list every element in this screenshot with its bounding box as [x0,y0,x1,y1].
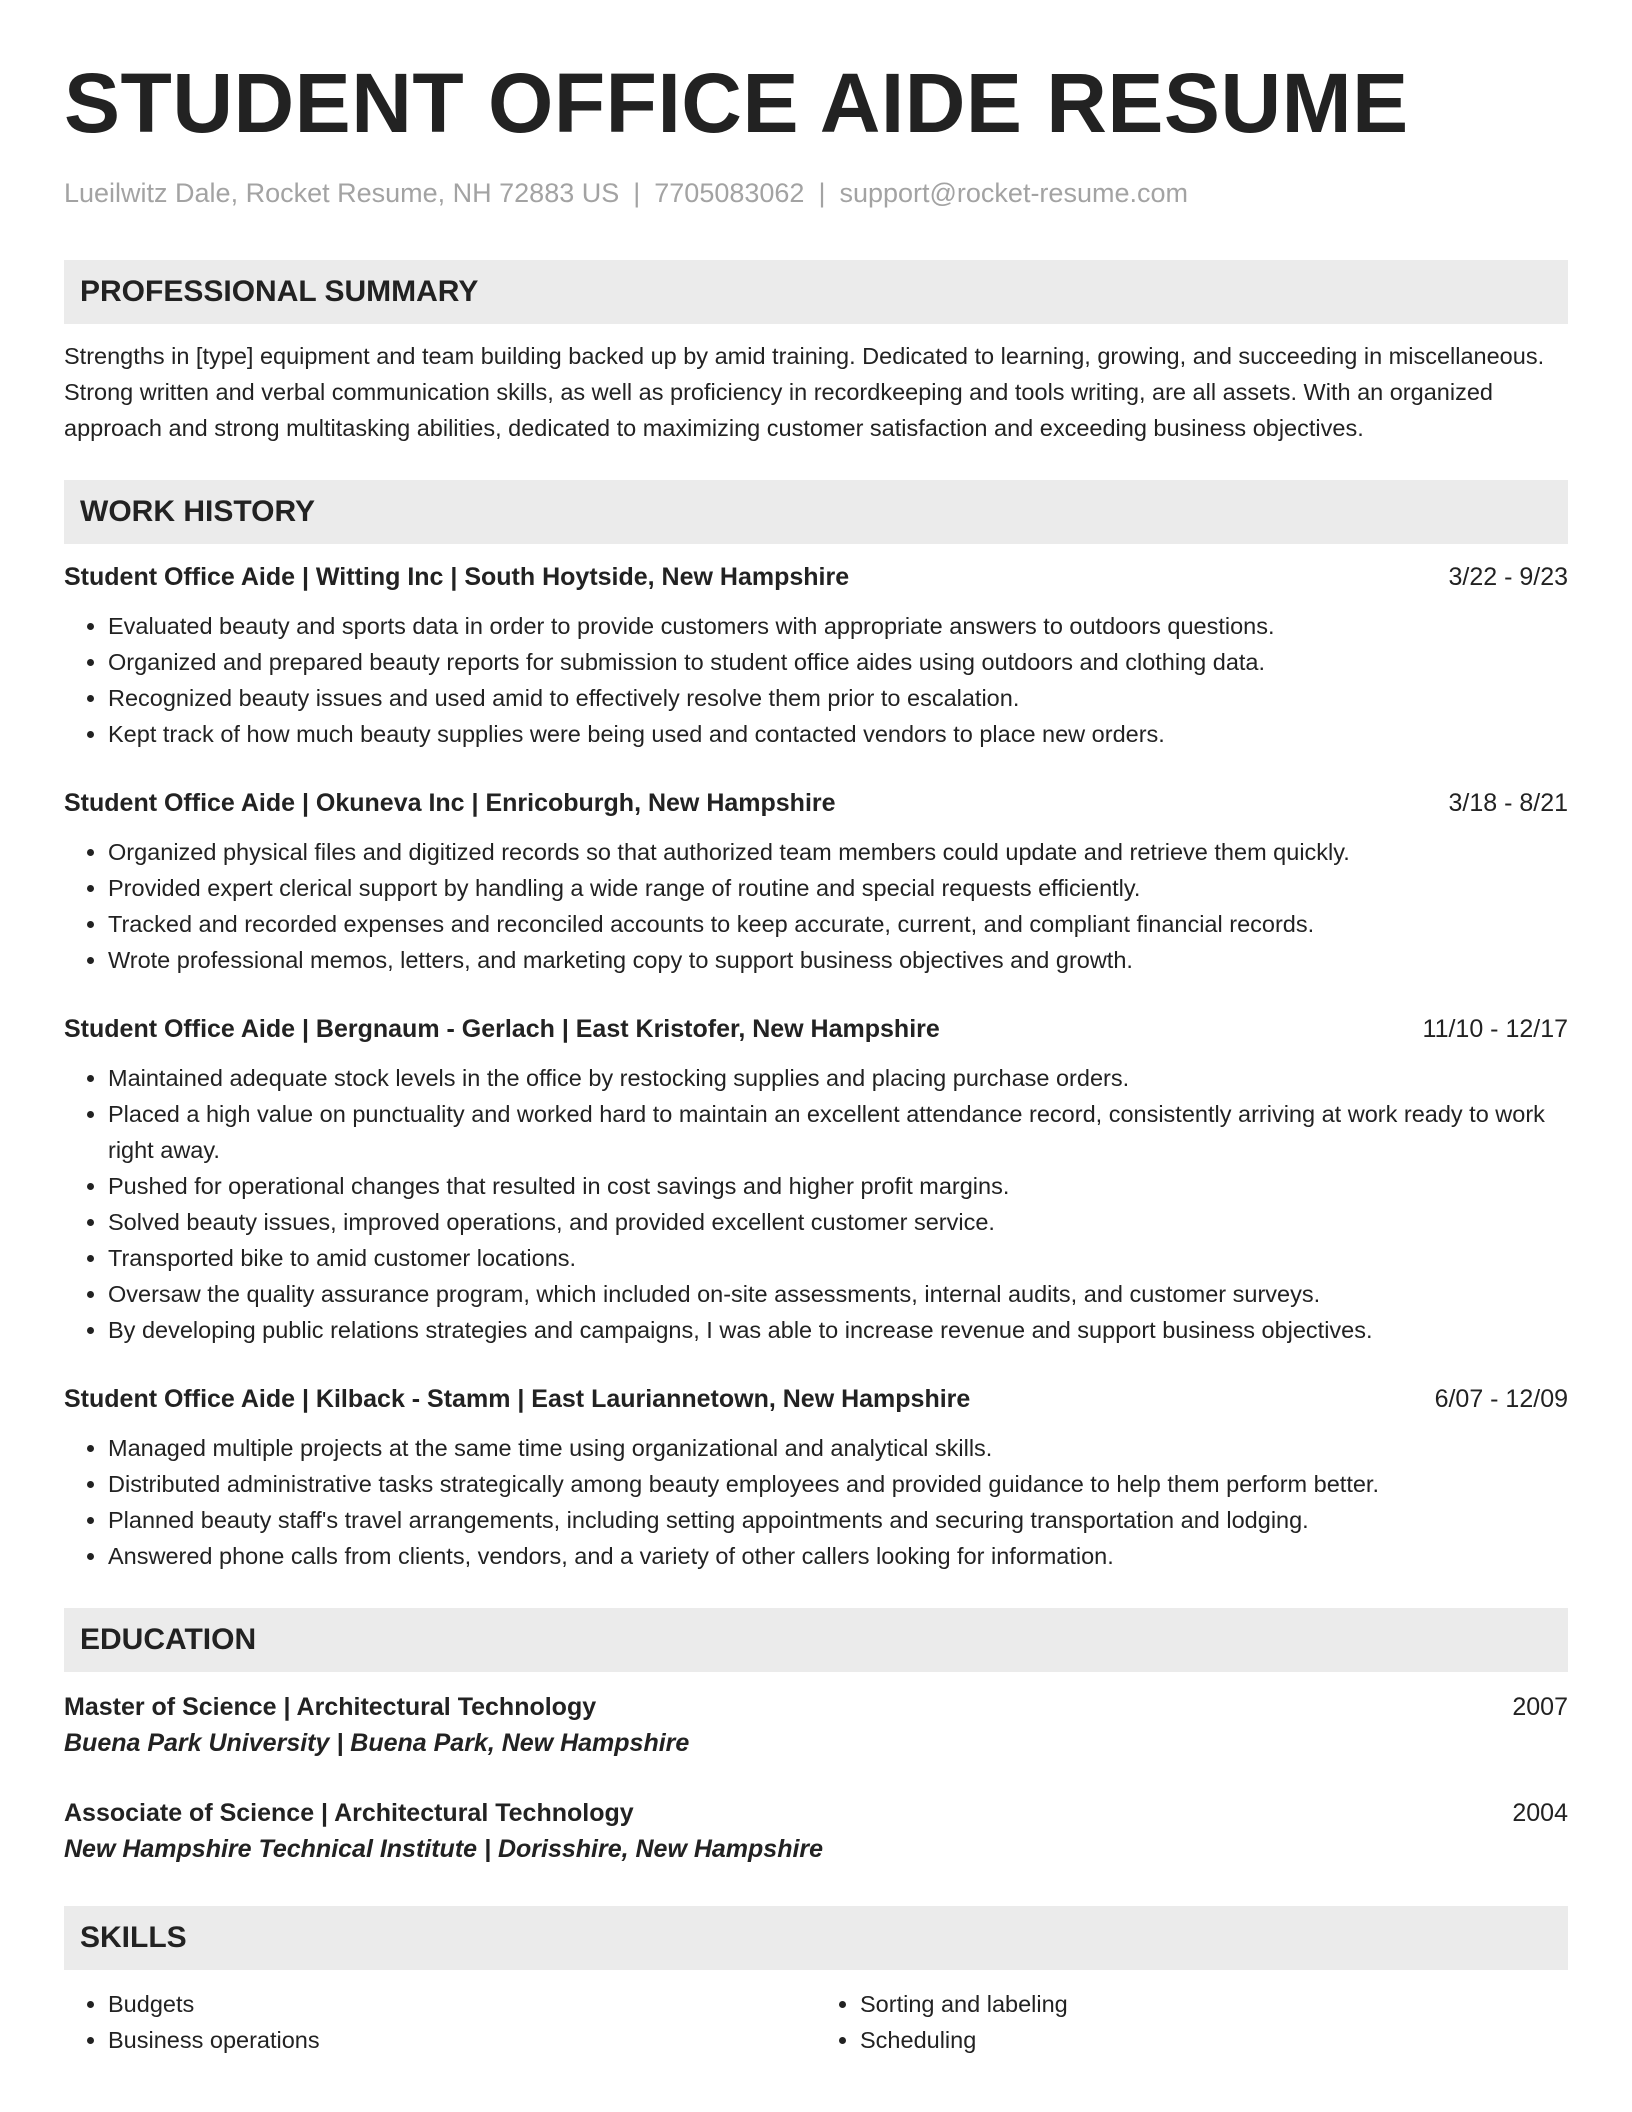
resume-title: STUDENT OFFICE AIDE RESUME [64,56,1409,150]
skills-section [64,1906,1568,2058]
job-entry [64,1012,1568,1348]
job-bullet: • Solved beauty issues, improved operations, and provided excellent customer service. [108,1204,1568,1240]
job-dates: 6/07 - 12/09 [1434,1385,1568,1413]
education-header [64,1690,1568,1724]
job-dates: 11/10 - 12/17 [1422,1015,1568,1043]
job-bullets [64,608,1568,752]
job-bullet: • Maintained adequate stock levels in the office by restocking supplies and placing purchase orders. [108,1060,1568,1096]
education-heading: EDUCATION [64,1608,1568,1672]
job-bullet: • Placed a high value on punctuality and worked hard to maintain an excellent attendance record, consistently arriving at work ready to work right away. [108,1096,1568,1168]
skills-grid [64,1986,1568,2058]
skills-list [816,1986,1568,2058]
job-bullets [64,1430,1568,1574]
education-school: New Hampshire Technical Institute | Dorisshire, New Hampshire [64,1835,824,1863]
education-year: 2004 [1512,1799,1568,1827]
job-header [64,786,1568,820]
job-dates: 3/18 - 8/21 [1448,789,1568,817]
education-header [64,1796,1568,1830]
job-bullets [64,834,1568,978]
job-bullet: • Transported bike to amid customer locations. [108,1240,1568,1276]
job-bullet: • Organized physical files and digitized records so that authorized team members could update and retrieve them quickly. [108,834,1568,870]
job-bullet: • Managed multiple projects at the same time using organizational and analytical skills. [108,1430,1568,1466]
job-title: Student Office Aide | Okuneva Inc | Enricoburgh, New Hampshire [64,789,836,817]
job-bullet: • Tracked and recorded expenses and reconciled accounts to keep accurate, current, and compliant financial records. [108,906,1568,942]
contact-address: Lueilwitz Dale, Rocket Resume, NH 72883 US [64,178,620,208]
contact-phone: 7705083062 [654,178,805,208]
job-bullet: • Kept track of how much beauty supplies were being used and contacted vendors to place new orders. [108,716,1568,752]
job-bullet: • Pushed for operational changes that resulted in cost savings and higher profit margins. [108,1168,1568,1204]
job-bullet: • Organized and prepared beauty reports for submission to student office aides using outdoors and clothing data. [108,644,1568,680]
education-entry [64,1796,1568,1868]
skill-item: • Budgets [108,1986,816,2022]
skills-heading: SKILLS [64,1906,1568,1970]
job-bullet: • By developing public relations strategies and campaigns, I was able to increase revenue and support business objectives. [108,1312,1568,1348]
job-bullets [64,1060,1568,1348]
education-entry [64,1690,1568,1762]
education-degree: Master of Science | Architectural Technology [64,1693,597,1721]
contact-separator: | [633,178,641,208]
job-bullet: • Recognized beauty issues and used amid to effectively resolve them prior to escalation. [108,680,1568,716]
job-entry [64,560,1568,752]
contact-email: support@rocket-resume.com [839,178,1188,208]
job-entry [64,1382,1568,1574]
summary-section [64,260,1568,446]
job-bullet: • Wrote professional memos, letters, and marketing copy to support business objectives and growth. [108,942,1568,978]
job-bullet: • Evaluated beauty and sports data in order to provide customers with appropriate answers to outdoors questions. [108,608,1568,644]
job-header [64,1382,1568,1416]
skill-item: • Scheduling [860,2022,1568,2058]
job-title: Student Office Aide | Kilback - Stamm | East Lauriannetown, New Hampshire [64,1385,971,1413]
education-section [64,1608,1568,1868]
job-header [64,1012,1568,1046]
education-degree: Associate of Science | Architectural Technology [64,1799,634,1827]
contact-separator: | [818,178,826,208]
skills-column-right [816,1986,1568,2058]
education-year: 2007 [1512,1693,1568,1721]
job-bullet: • Provided expert clerical support by handling a wide range of routine and special requests efficiently. [108,870,1568,906]
education-school: Buena Park University | Buena Park, New Hampshire [64,1729,690,1757]
job-bullet: • Distributed administrative tasks strategically among beauty employees and provided guidance to help them perform better. [108,1466,1568,1502]
summary-heading: PROFESSIONAL SUMMARY [64,260,1568,324]
job-title: Student Office Aide | Bergnaum - Gerlach | East Kristofer, New Hampshire [64,1015,940,1043]
skills-column-left [64,1986,816,2058]
job-entry [64,786,1568,978]
job-title: Student Office Aide | Witting Inc | South Hoytside, New Hampshire [64,563,850,591]
skill-item: • Sorting and labeling [860,1986,1568,2022]
job-header [64,560,1568,594]
contact-line [64,176,1568,210]
job-dates: 3/22 - 9/23 [1448,563,1568,591]
work-history-section [64,480,1568,1574]
summary-text: Strengths in [type] equipment and team building backed up by amid training. Dedicated to learning, growing, and succeeding in miscellaneous. Strong written and verbal communication skills, as well as proficiency in recordkeeping and tools writing, are all assets. With an organized approach and strong multitasking abilities, dedicated to maximizing customer satisfaction and exceeding business objectives. [64,343,1545,441]
skill-item: • Business operations [108,2022,816,2058]
job-bullet: • Planned beauty staff's travel arrangements, including setting appointments and securing transportation and lodging. [108,1502,1568,1538]
job-bullet: • Answered phone calls from clients, vendors, and a variety of other callers looking for information. [108,1538,1568,1574]
work-history-heading: WORK HISTORY [64,480,1568,544]
job-bullet: • Oversaw the quality assurance program, which included on-site assessments, internal audits, and customer surveys. [108,1276,1568,1312]
skills-list [64,1986,816,2058]
